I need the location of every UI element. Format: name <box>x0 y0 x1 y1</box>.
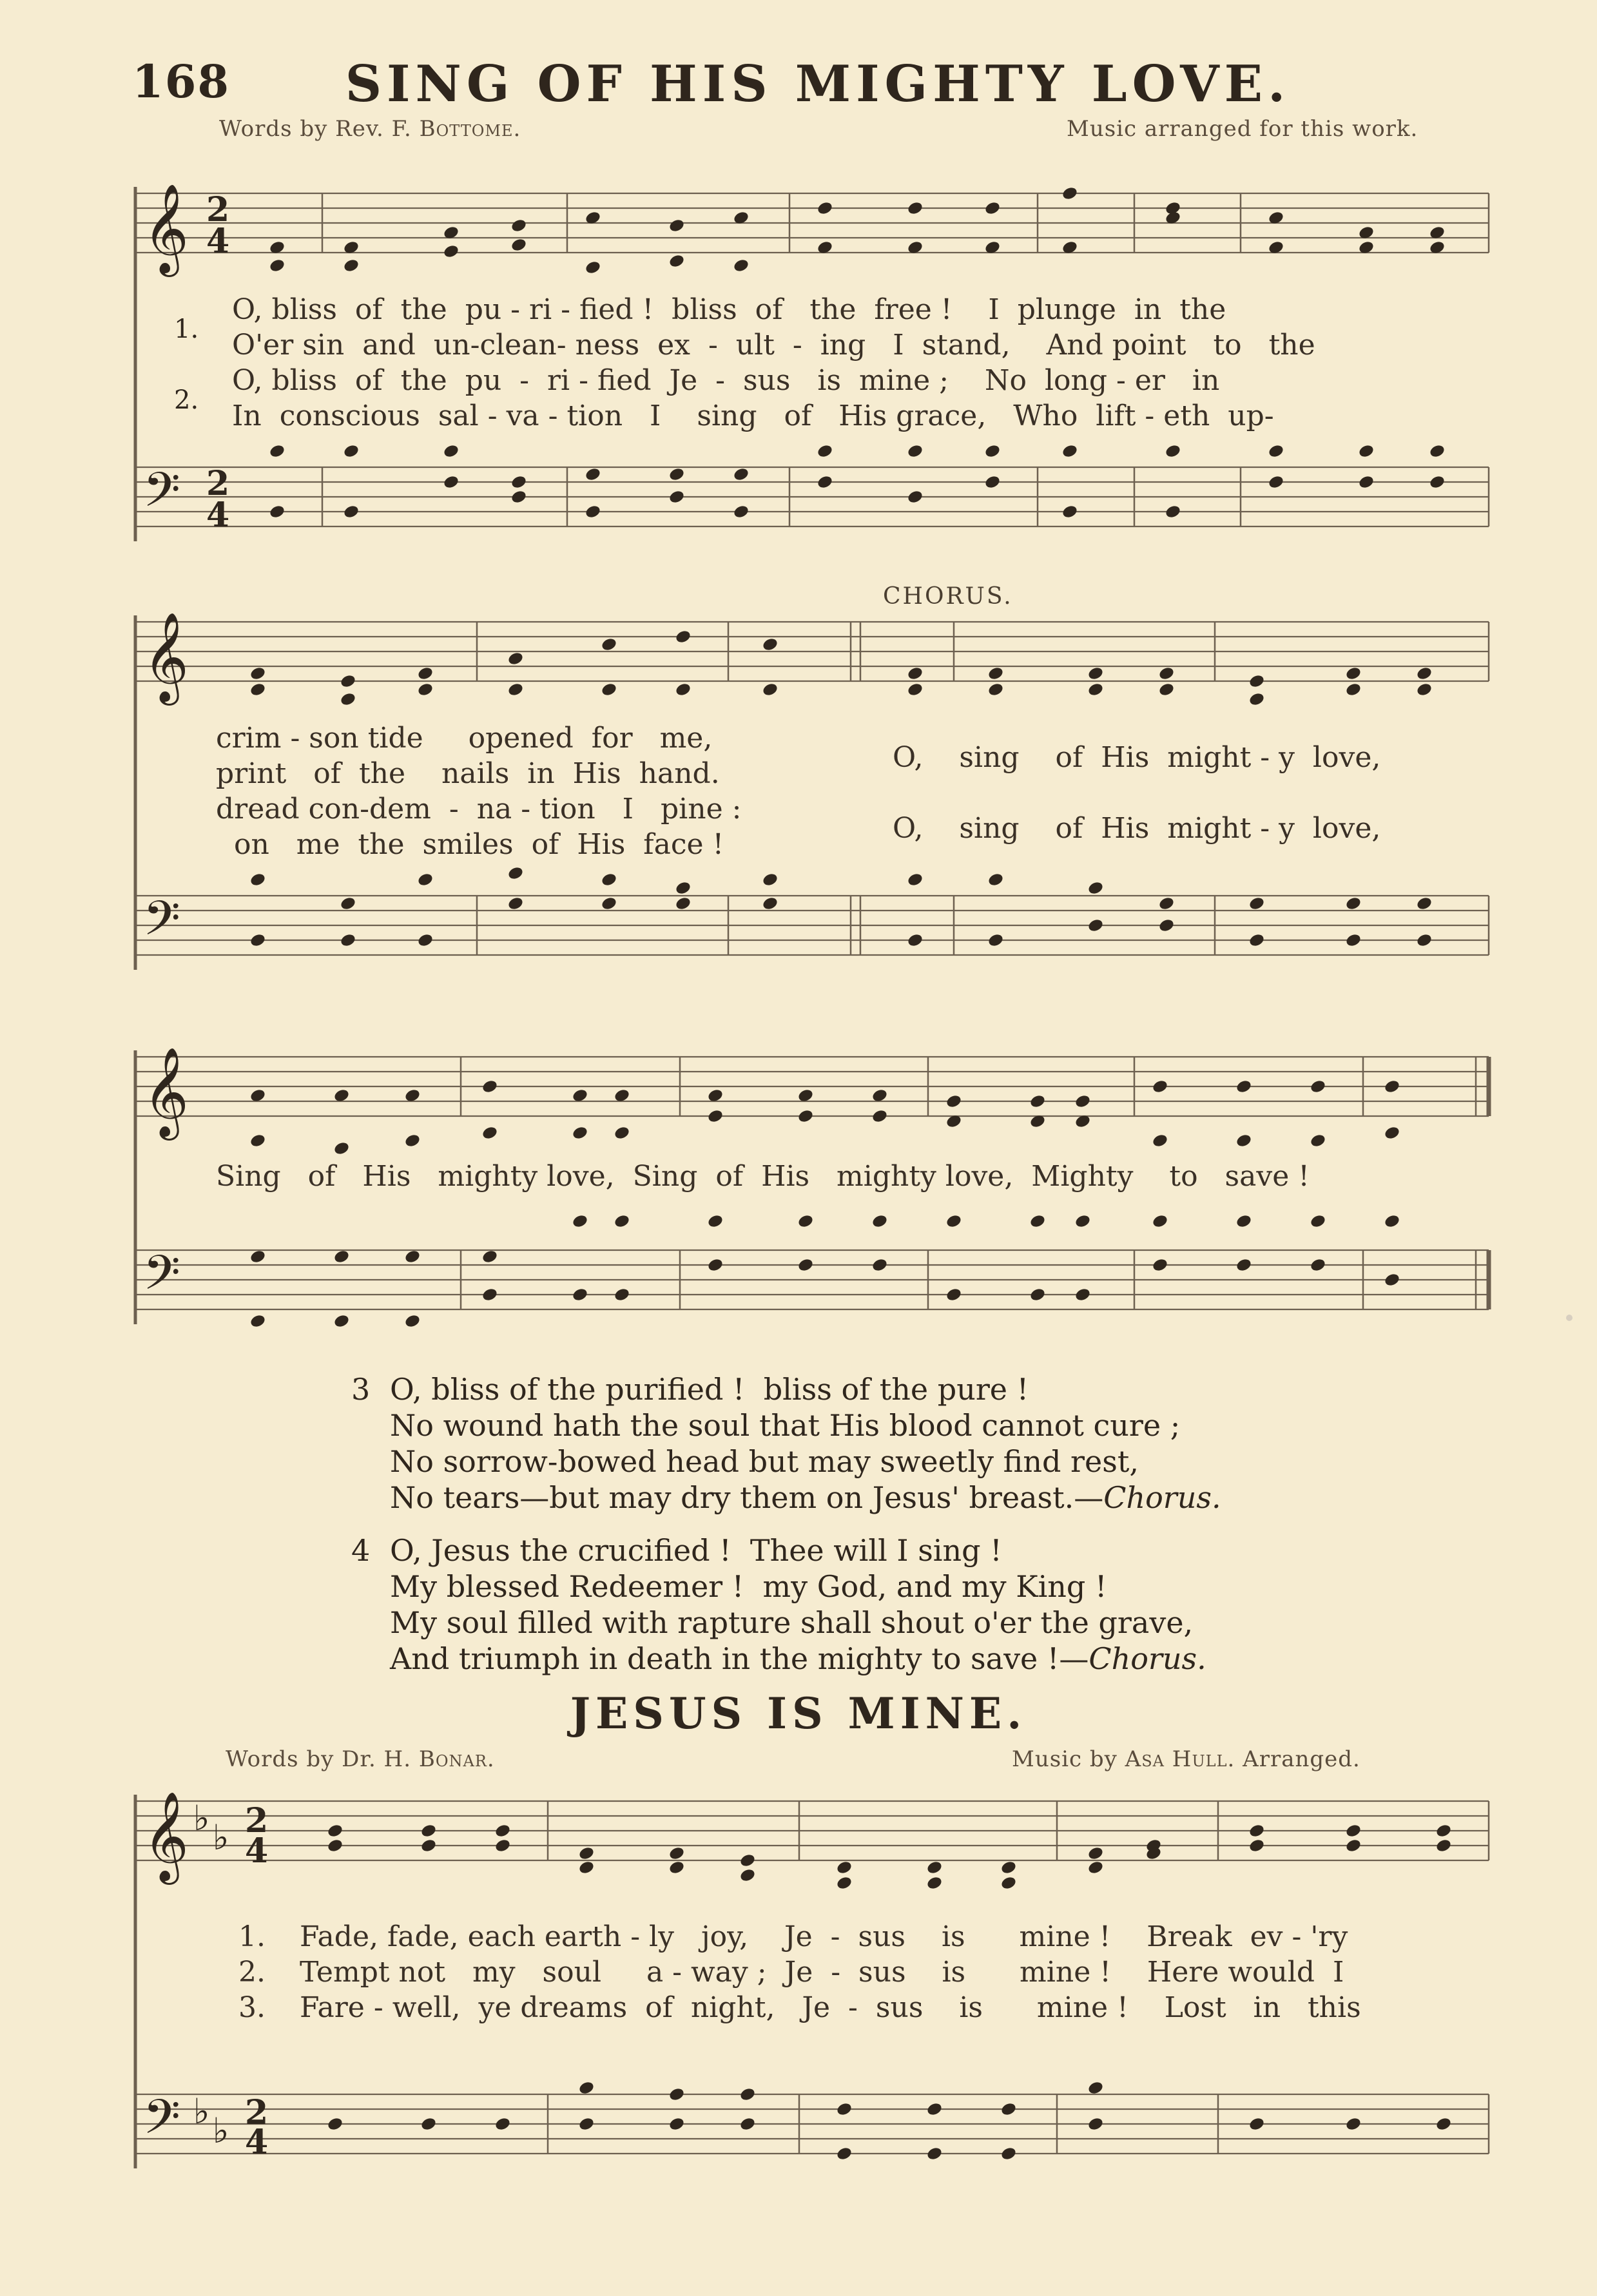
lyric-line-2: O'er sin and un-clean- ness ex - ult - ing I stand, And point to the <box>232 329 1315 362</box>
lyric-line-6: print of the nails in His hand. <box>216 757 720 790</box>
hymn2-stanza-2: 2. Tempt not my soul a - way ; Je - sus is mine ! Here would I <box>238 1956 1344 1989</box>
lyric-line-7: dread con-dem - na - tion I pine : <box>216 793 742 825</box>
svg-text:2: 2 <box>245 1801 269 1840</box>
chorus-lyric-1: O, sing of His might - y love, <box>893 741 1381 774</box>
lyric-line-4: In conscious sal - va - tion I sing of His grace, Who lift - eth up- <box>232 400 1274 432</box>
music-credit: Music arranged for this work. <box>1067 116 1418 142</box>
svg-text:𝄢: 𝄢 <box>143 2089 180 2157</box>
verse-line: No sorrow-bowed head but may sweetly find rest, <box>390 1444 1139 1479</box>
staff-bass-1 <box>135 467 1489 526</box>
chorus-cue: Chorus. <box>1103 1480 1221 1515</box>
staff-bass-2 <box>135 896 1489 955</box>
svg-text:4: 4 <box>206 496 230 535</box>
svg-text:4: 4 <box>245 1831 269 1871</box>
verse-line: And triumph in death in the mighty to save !—Chorus. <box>390 1641 1206 1676</box>
verse-line: My soul filled with rapture shall shout o'er the grave, <box>390 1605 1194 1640</box>
svg-text:𝄢: 𝄢 <box>143 891 180 958</box>
words-credit: Words by Rev. F. Bottome. <box>219 116 521 142</box>
chorus-label: CHORUS. <box>883 583 1013 610</box>
verse-line: O, Jesus the crucified ! Thee will I sing ! <box>390 1533 1002 1568</box>
lyric-line-3: O, bliss of the pu - ri - fied Je - sus is mine ; No long - er in <box>232 364 1220 397</box>
verse-line: O, bliss of the purified ! bliss of the pure ! <box>390 1372 1029 1407</box>
hymn2-stanza-1: 1. Fade, fade, each earth - ly joy, Je - sus is mine ! Break ev - 'ry <box>238 1920 1348 1953</box>
verse-line: My blessed Redeemer ! my God, and my King ! <box>390 1569 1107 1604</box>
svg-text:♭: ♭ <box>193 1798 210 1838</box>
chorus-refrain-lyric: Sing of His mighty love, Sing of His mighty love, Mighty to save ! <box>216 1160 1310 1193</box>
bass-clef: 𝄢 <box>143 462 180 530</box>
verse-4 <box>351 1532 1206 1677</box>
svg-text:2: 2 <box>206 464 230 503</box>
lyric-line-5: crim - son tide opened for me, <box>216 722 713 755</box>
treble-clef: 𝄞 <box>143 184 189 273</box>
svg-text:𝄞: 𝄞 <box>143 612 189 702</box>
hymn-title-sing-of-his-mighty-love: SING OF HIS MIGHTY LOVE. <box>345 55 1291 113</box>
svg-text:4: 4 <box>206 222 230 261</box>
music-credit-hymn2: Music by Asa Hull. Arranged. <box>1012 1746 1360 1772</box>
words-credit-hymn2: Words by Dr. H. Bonar. <box>226 1746 495 1772</box>
svg-text:♭: ♭ <box>213 1817 229 1858</box>
svg-text:♭: ♭ <box>213 2110 229 2151</box>
staff-treble-2 <box>135 622 1489 681</box>
paper-speck <box>1566 1315 1573 1321</box>
page-number: 168 <box>132 55 231 108</box>
lyric-line-8: on me the smiles of His face ! <box>216 828 724 861</box>
verse-line: No tears—but may dry them on Jesus' breast.—Chorus. <box>390 1480 1221 1515</box>
verse-3 <box>351 1371 1221 1516</box>
hymn2-stanza-3: 3. Fare - well, ye dreams of night, Je - sus is mine ! Lost in this <box>238 1991 1361 2024</box>
verse-line: No wound hath the soul that His blood cannot cure ; <box>390 1408 1181 1443</box>
staff-treble-3 <box>135 1057 1489 1116</box>
chorus-cue: Chorus. <box>1089 1641 1206 1676</box>
hymn-title-jesus-is-mine: JESUS IS MINE. <box>570 1688 1027 1739</box>
lyric-line-1: O, bliss of the pu - ri - fied ! bliss of the free ! I plunge in the <box>232 293 1226 326</box>
svg-text:𝄞: 𝄞 <box>143 1047 189 1137</box>
svg-text:4: 4 <box>245 2123 269 2162</box>
stanza-number-2: 2. <box>174 385 199 415</box>
svg-text:2: 2 <box>206 190 230 229</box>
svg-text:2: 2 <box>245 2093 269 2132</box>
verse-number: 4 <box>351 1533 371 1568</box>
chorus-lyric-2: O, sing of His might - y love, <box>893 812 1381 845</box>
staff-treble-1 <box>135 193 1489 253</box>
stanza-number-1: 1. <box>174 314 199 344</box>
svg-text:𝄢: 𝄢 <box>143 1245 180 1313</box>
verse-number: 3 <box>351 1372 371 1407</box>
svg-text:𝄞: 𝄞 <box>143 1791 189 1881</box>
svg-text:♭: ♭ <box>193 2091 210 2132</box>
